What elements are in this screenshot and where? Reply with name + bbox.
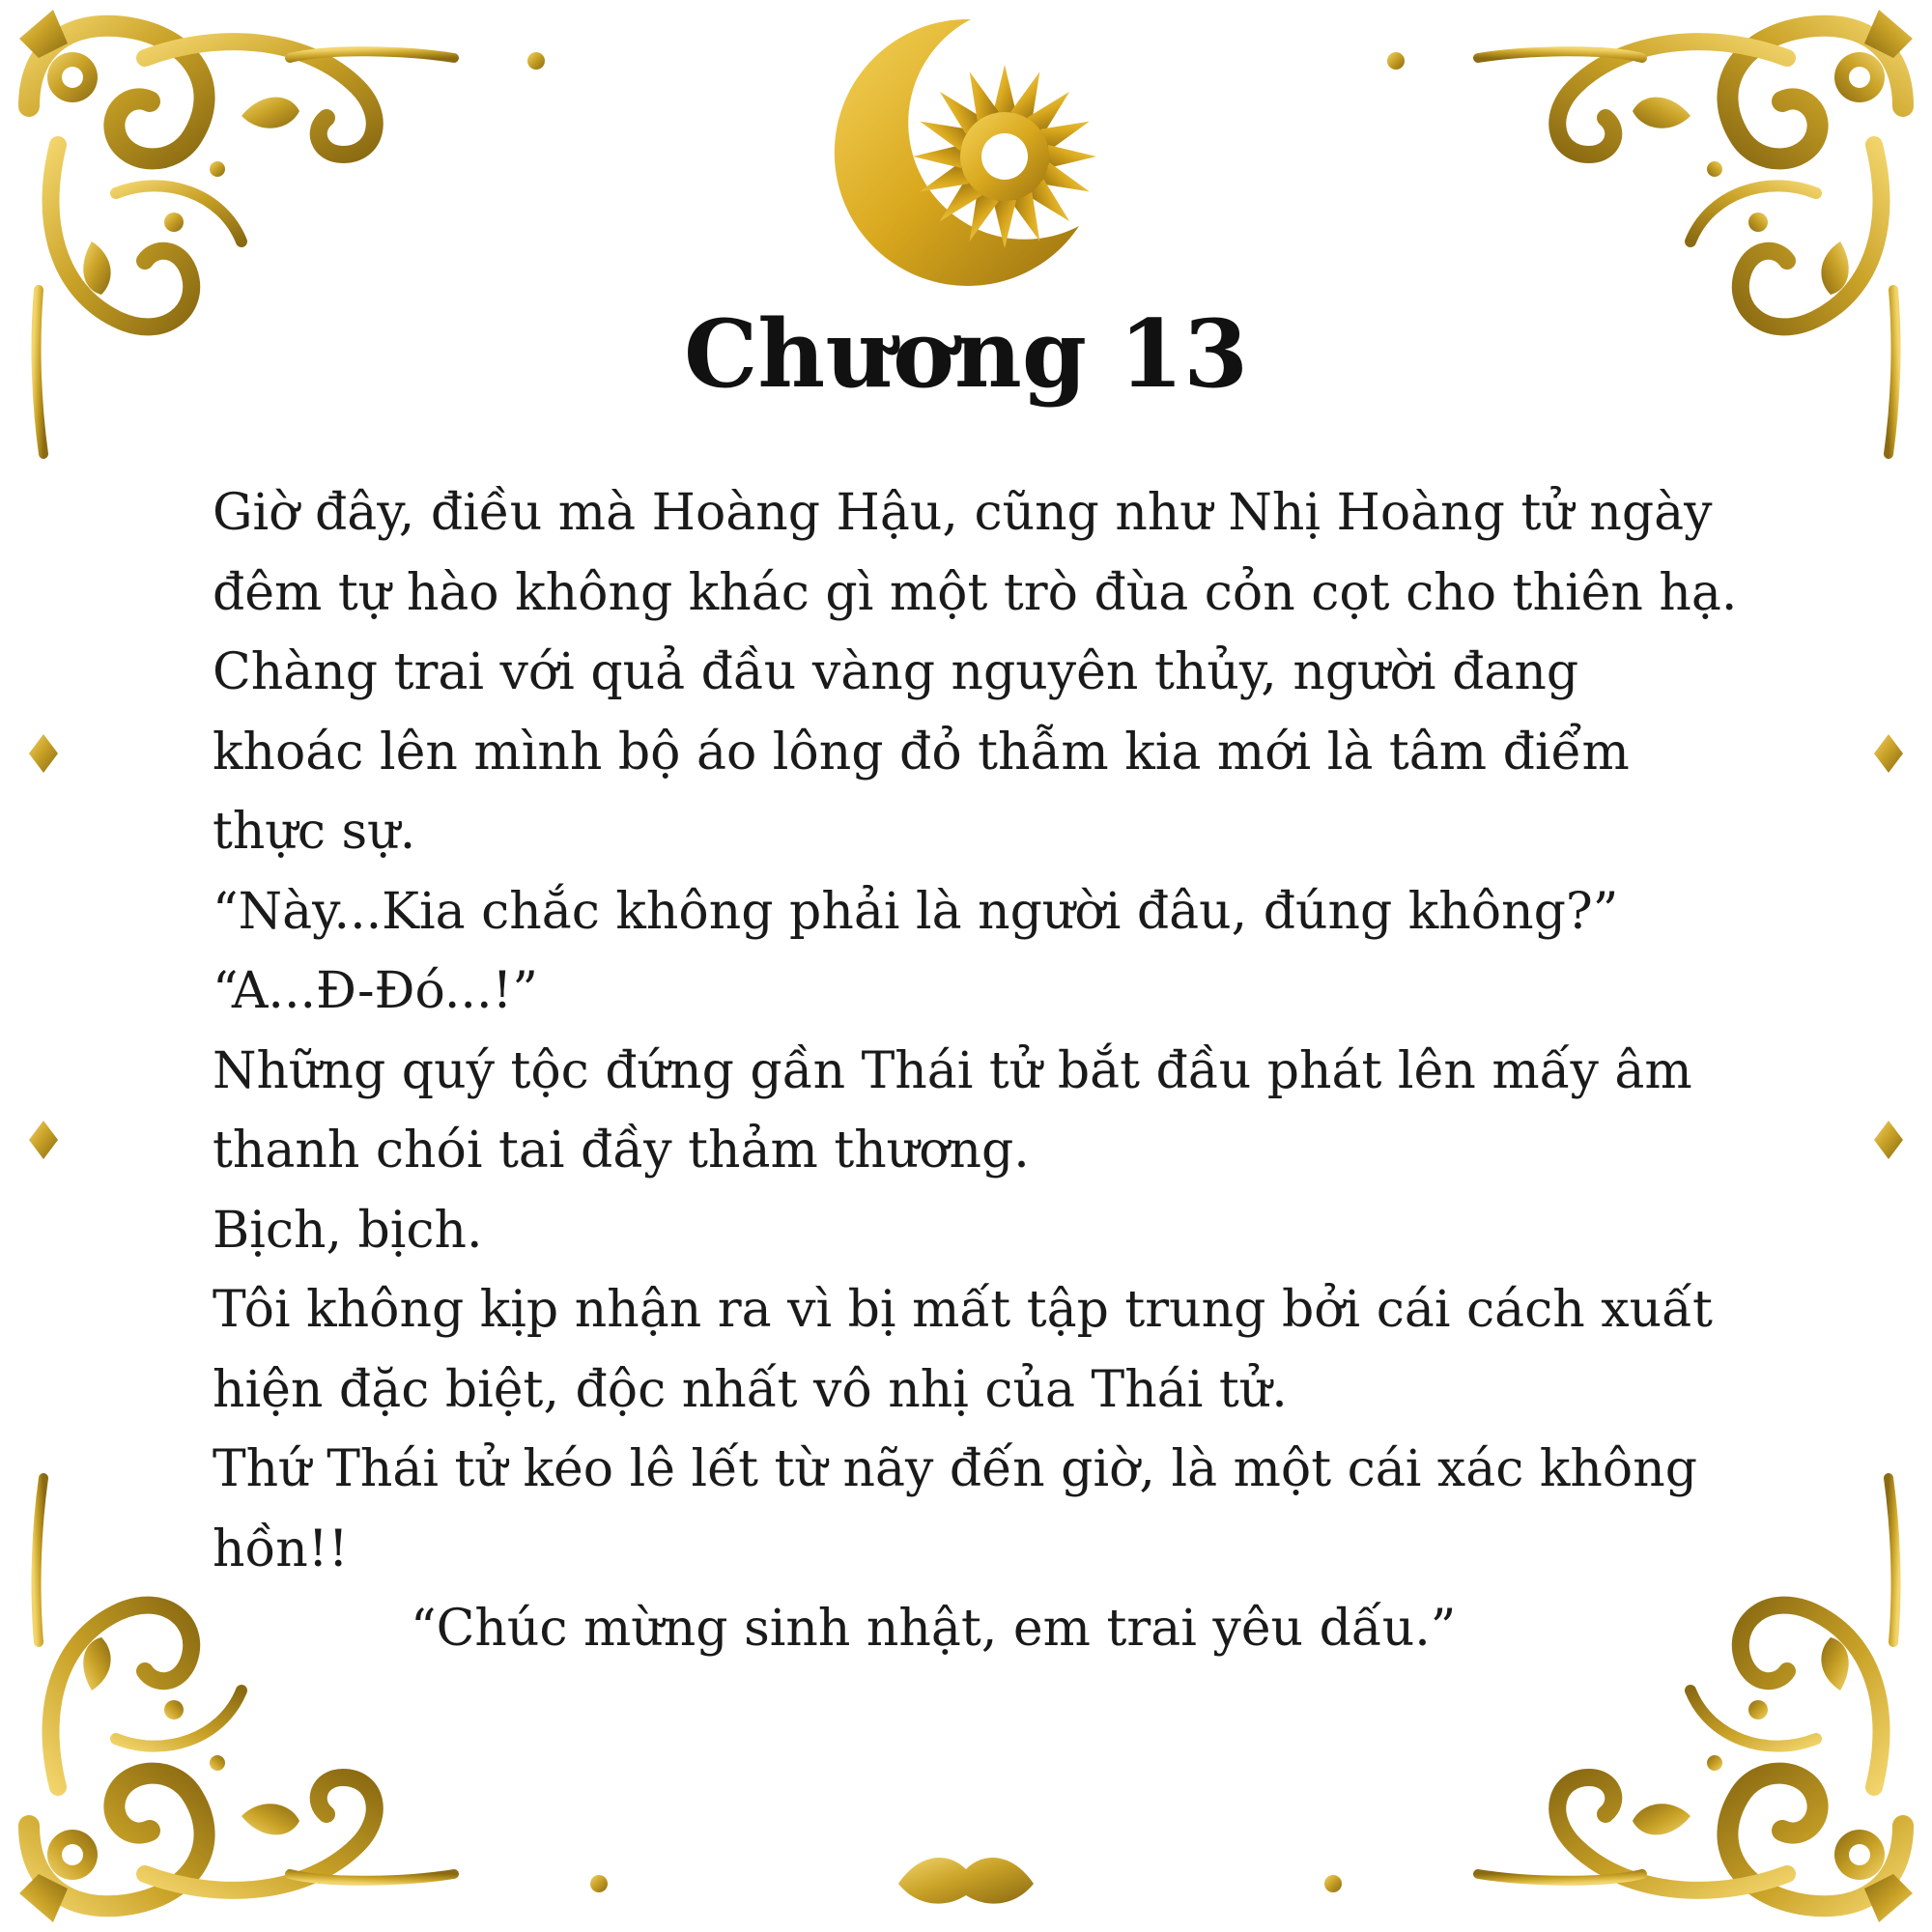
- paragraph: Những quý tộc đứng gần Thái tử bắt đầu phát lên mấy âm thanh chói tai đầy thảm thương.: [213, 1041, 1692, 1179]
- crescent-sun-icon: [826, 12, 1116, 292]
- paragraph: Tôi không kịp nhận ra vì bị mất tập trung bởi cái cách xuất hiện đặc biệt, độc nhất vô nhị của Thái tử.: [213, 1281, 1713, 1419]
- paragraph: “Này...Kia chắc không phải là người đâu, đúng không?”: [213, 882, 1619, 941]
- chapter-title: Chương 13: [684, 299, 1248, 409]
- paragraph: Thứ Thái tử kéo lê lết từ nãy đến giờ, là một cái xác không hồn!!: [213, 1440, 1697, 1578]
- closing-line: “Chúc mừng sinh nhật, em trai yêu dấu.”: [411, 1600, 1457, 1658]
- chapter-body: [213, 473, 1739, 1669]
- paragraph: Giờ đây, điều mà Hoàng Hậu, cũng như Nhị Hoàng tử ngày đêm tự hào không khác gì một trò đùa cỏn cọt cho thiên hạ.: [213, 484, 1738, 622]
- paragraph: Chàng trai với quả đầu vàng nguyên thủy, người đang khoác lên mình bộ áo lông đỏ thẫm kia mới là tâm điểm thực sự.: [213, 643, 1630, 861]
- paragraph: Bịch, bịch.: [213, 1201, 483, 1260]
- paragraph: “A...Đ-Đó...!”: [213, 962, 538, 1020]
